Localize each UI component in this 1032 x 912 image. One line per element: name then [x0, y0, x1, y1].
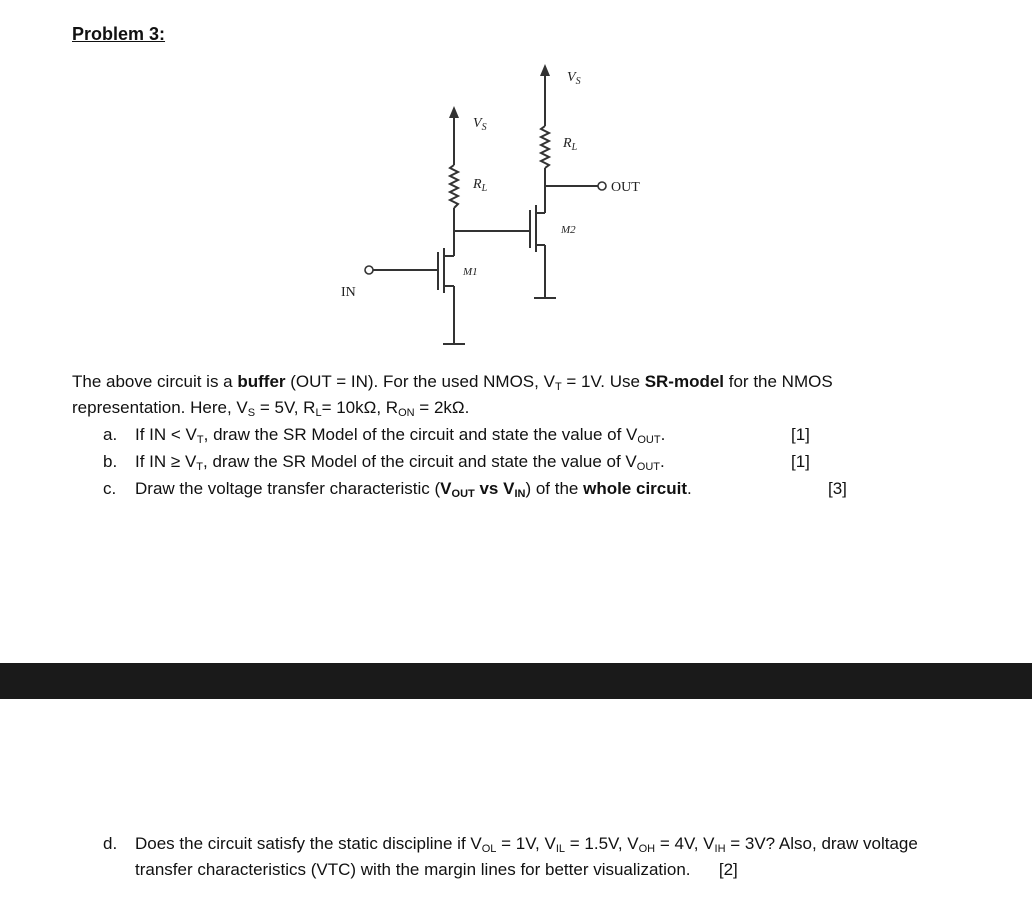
circuit-diagram — [0, 0, 1032, 360]
problem-description: The above circuit is a buffer (OUT = IN). For the used NMOS, $V_T = 1V$. Use SR-model for the NMOS representation. Here, $V_S = 5V$, $R_L= 10k\Omega$, $R_{ON} = 2k\Omega$. — [72, 372, 833, 419]
question-c-text: Draw the voltage transfer characteristic ($V_{OUT}$ vs $V_{IN}$) of the whole circuit. — [135, 479, 692, 500]
question-b — [103, 449, 863, 475]
m1-label: M1 — [463, 266, 478, 278]
in-label: IN — [341, 285, 356, 300]
question-d-marks: [2] — [718, 860, 738, 879]
question-a-label: a. — [103, 425, 118, 444]
question-a-marks: [1] — [791, 425, 810, 444]
question-c — [103, 476, 863, 502]
out-label: OUT — [611, 180, 640, 195]
rl1-label: $R_L$ — [473, 177, 488, 194]
resistor-rl-2 — [541, 126, 549, 168]
vs1-arrow-icon — [449, 106, 459, 118]
question-a-text: If IN < $V_T$, draw the SR Model of the circuit and state the value of $V_{OUT}$. — [135, 425, 666, 446]
question-d-text: Does the circuit satisfy the static discipline if $V_{OL} = 1V$, $V_{IL} = 1.5V$, $V_{OH} = 4V$, $V_{IH} = 3V$? Also, draw voltage transfer characteristics (VTC) with the margin lines for better visualization. [2] — [135, 834, 918, 879]
vs2-label: $V_S$ — [567, 70, 581, 87]
question-a — [103, 422, 863, 448]
question-d-label: d. — [103, 834, 118, 853]
vs1-label: $V_S$ — [473, 116, 487, 133]
question-b-marks: [1] — [791, 452, 810, 471]
question-b-text: If IN ≥ $V_T$, draw the SR Model of the circuit and state the value of $V_{OUT}$. — [135, 452, 665, 473]
in-terminal-icon — [365, 266, 373, 274]
m2-label: M2 — [561, 224, 576, 236]
question-c-marks: [3] — [828, 479, 847, 498]
redaction-band — [0, 663, 1032, 699]
rl2-label: $R_L$ — [563, 136, 578, 153]
resistor-rl-1 — [450, 165, 458, 208]
problem-title: Problem 3: — [72, 24, 166, 44]
question-c-label: c. — [103, 479, 117, 498]
circuit-wires — [373, 76, 598, 344]
out-terminal-icon — [598, 182, 606, 190]
question-b-label: b. — [103, 452, 118, 471]
vs2-arrow-icon — [540, 64, 550, 76]
